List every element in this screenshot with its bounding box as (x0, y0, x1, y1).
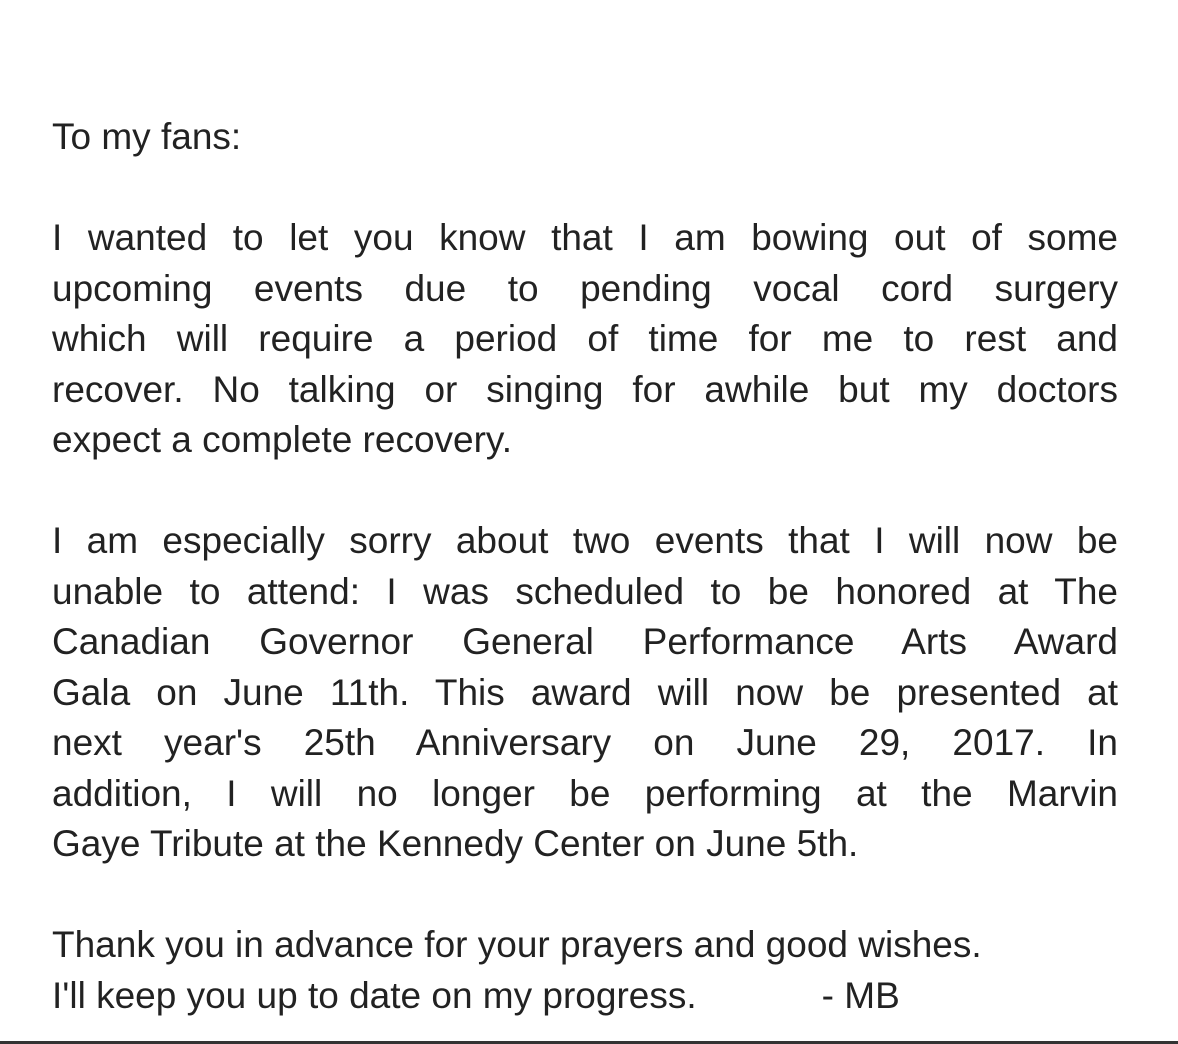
paragraph-line: I am especially sorry about two events that I will now be (52, 520, 1118, 561)
paragraph-line: which will require a period of time for me to rest and (52, 318, 1118, 359)
announcement-paragraph (52, 213, 1118, 466)
closing-line: I'll keep you up to date on my progress. (52, 974, 697, 1016)
paragraph-line: unable to attend: I was scheduled to be honored at The (52, 570, 1118, 612)
paragraph-line: I wanted to let you know that I am bowing out of some (52, 217, 1118, 258)
paragraph-line: recover. No talking or singing for awhile but my doctors (52, 368, 1118, 410)
paragraph-line: Canadian Governor General Performance Arts Award (52, 621, 1118, 662)
letter-body (52, 112, 1118, 1021)
paragraph-line: next year's 25th Anniversary on June 29, 2017. In (52, 722, 1118, 763)
paragraph-line: Gala on June 11th. This award will now be presented at (52, 671, 1118, 713)
closing-line-with-signature (52, 971, 1118, 1022)
events-paragraph (52, 516, 1118, 870)
paragraph-line: Gaye Tribute at the Kennedy Center on June 5th. (52, 823, 859, 864)
greeting-paragraph (52, 112, 1118, 163)
paragraph-line: expect a complete recovery. (52, 419, 512, 460)
paragraph-line: addition, I will no longer be performing at the Marvin (52, 772, 1118, 814)
greeting: To my fans: (52, 116, 242, 157)
paragraph-line: upcoming events due to pending vocal cord surgery (52, 267, 1118, 309)
closing-line: Thank you in advance for your prayers and good wishes. (52, 924, 982, 965)
signature: - MB (821, 974, 900, 1016)
closing-paragraph (52, 920, 1118, 1021)
